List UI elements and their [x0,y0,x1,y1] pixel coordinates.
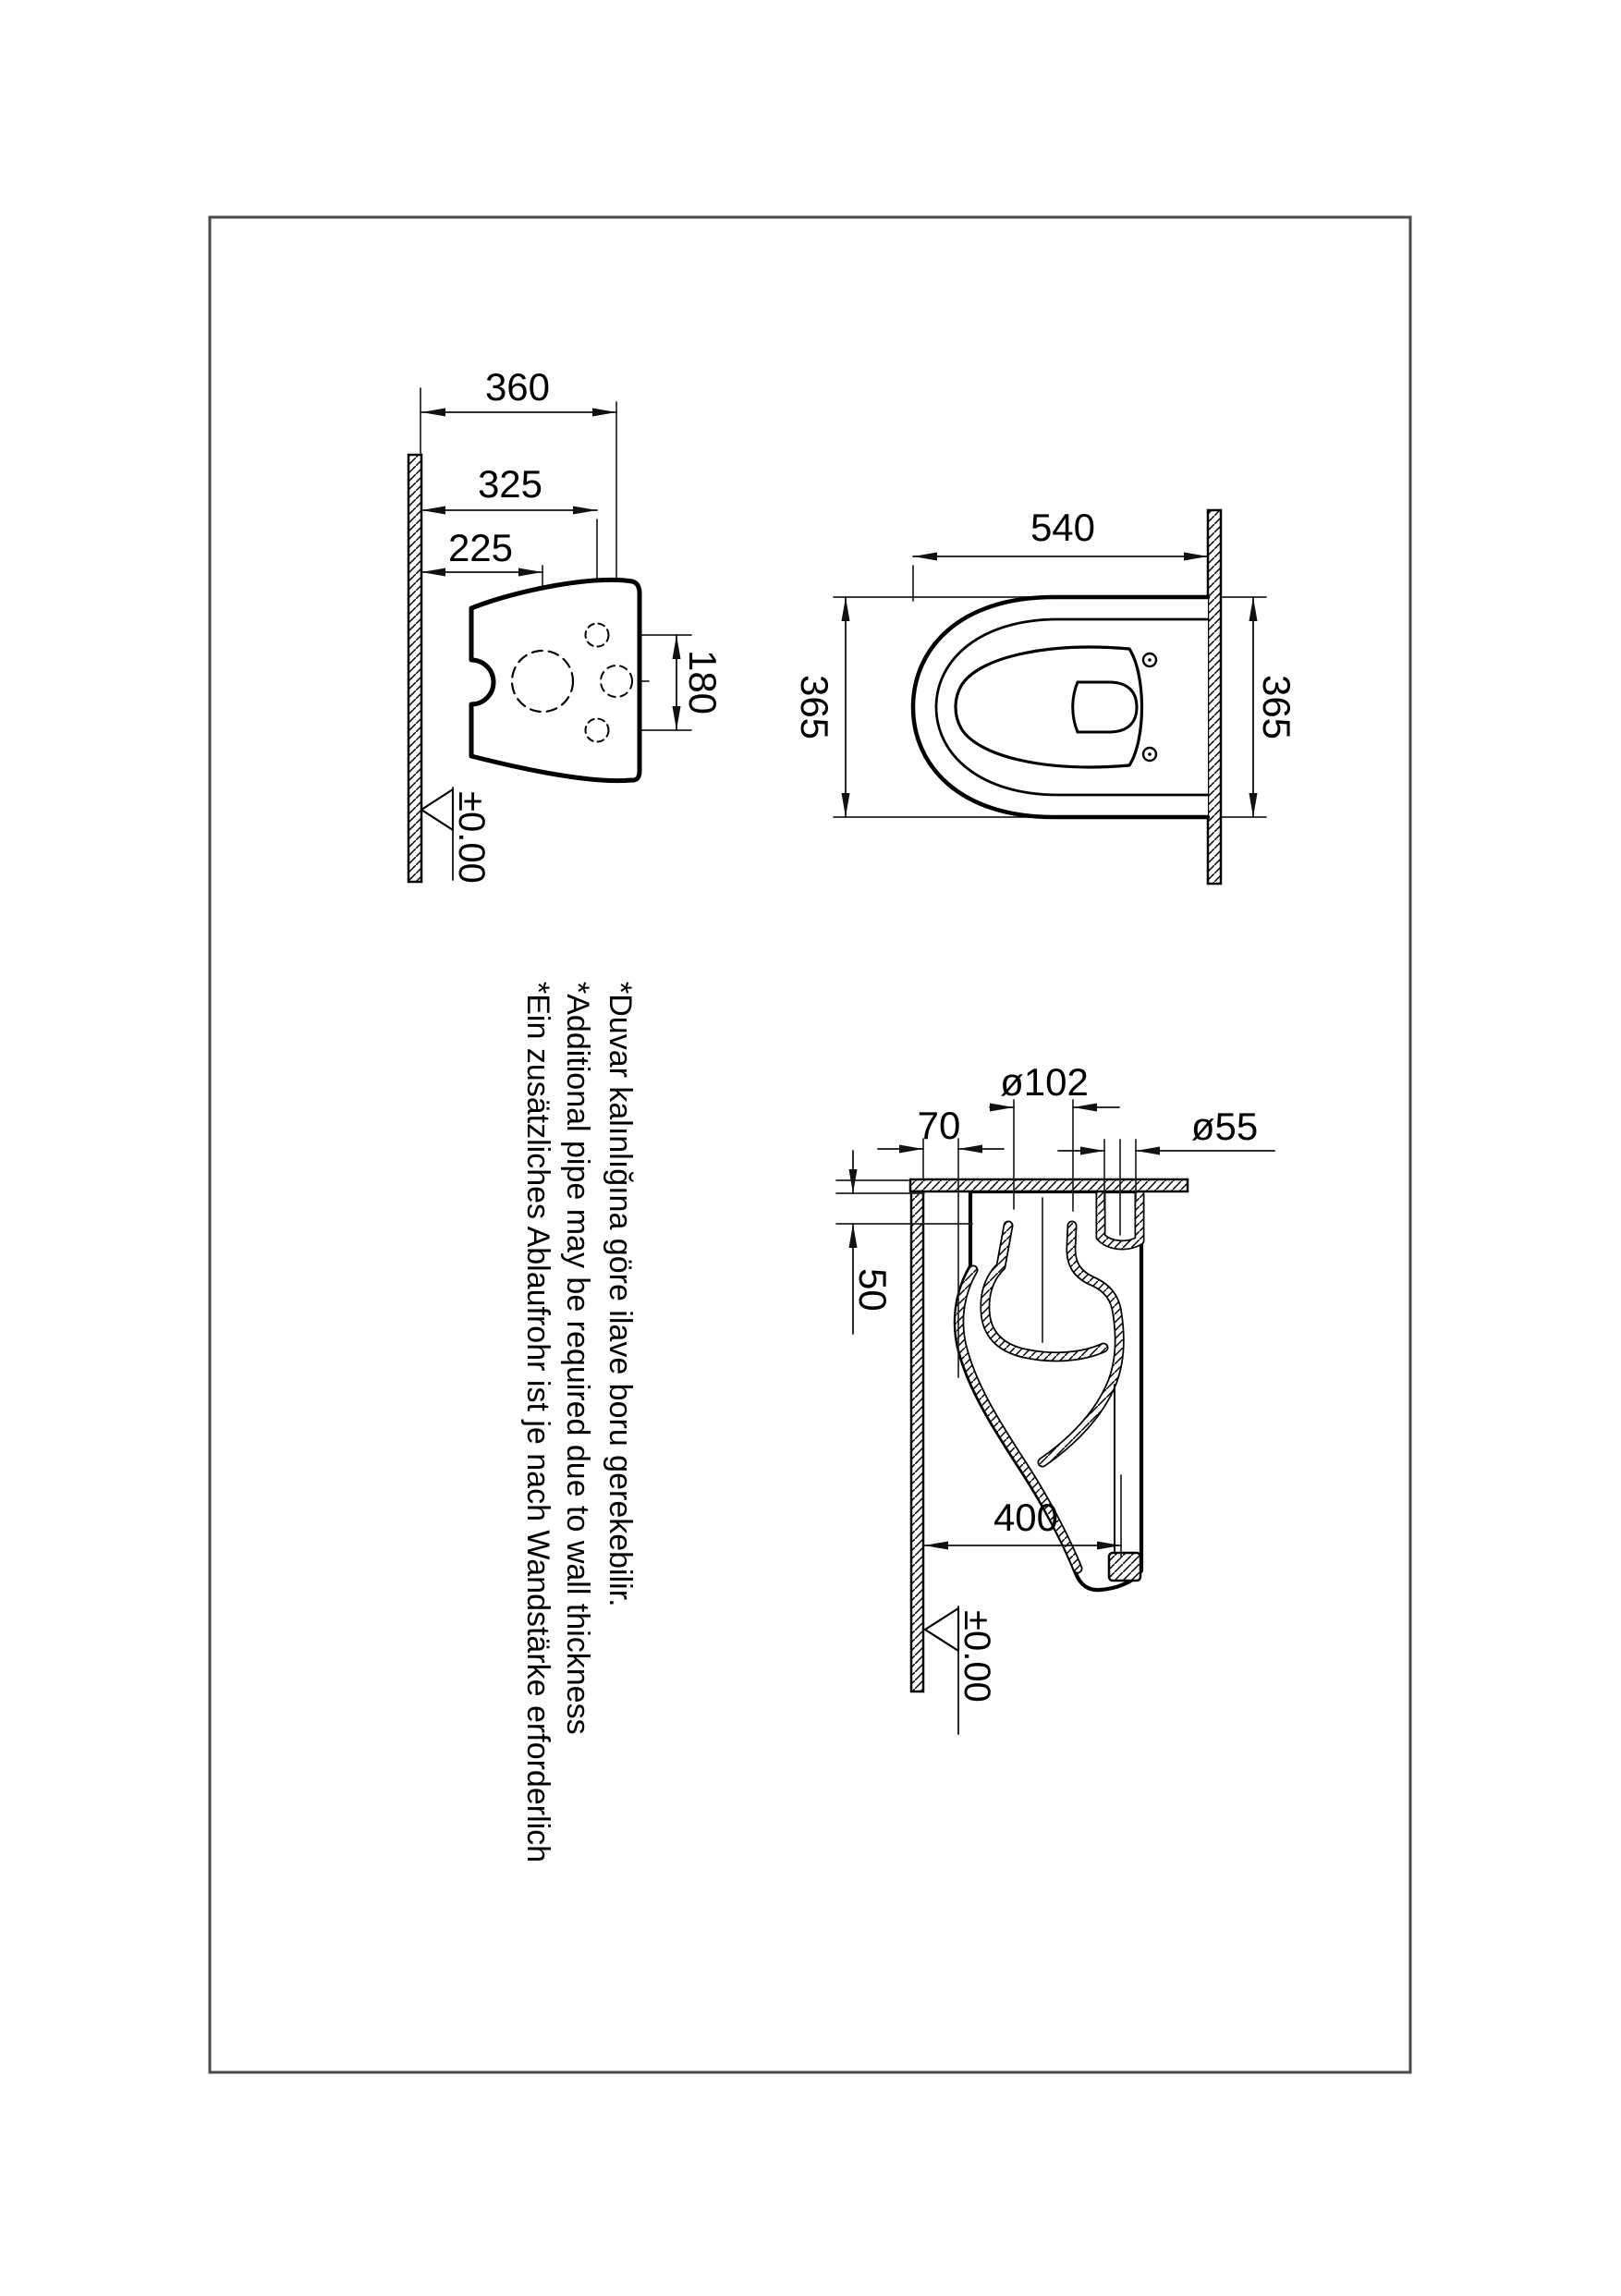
side-floor-section [911,1191,923,1691]
side-wall-section [910,1179,1188,1191]
dim-side-outlet-distance: 70 [917,1104,961,1147]
dim-rear-drain-offset: 225 [447,526,514,569]
front-rim-cut [1109,1553,1140,1581]
rear-level-mark [421,788,492,884]
dim-rear-overall-width: 360 [484,365,551,409]
side-level-mark [925,1606,997,1734]
rear-level-label: ±0.00 [451,791,492,884]
dim-side-rim-drop: 50 [851,1268,895,1312]
side-level-label: ±0.00 [957,1610,997,1703]
dim-side-inlet-diameter: ø55 [1190,1105,1259,1148]
rear-wall-section [408,455,421,882]
dim-rear-fixing-width: 325 [477,462,543,506]
plan-wall-section [1208,510,1221,884]
dim-side-height: 400 [993,1496,1059,1539]
footnote-german: *Ein zusätzliches Ablaufrohr ist je nach Wandstärke erforderlich [520,982,555,1863]
footnotes [520,982,638,1862]
dim-plan-depth: 540 [1030,506,1096,549]
dim-plan-width-left: 365 [793,674,836,740]
toilet-body-rear-outline [471,580,640,780]
flush-opening [1073,682,1137,732]
dim-rear-hole-spacing: 180 [681,649,725,715]
plan-view [793,506,1298,884]
side-view [836,1060,1274,1734]
dim-side-outlet-diameter: ø102 [1000,1060,1089,1104]
footnote-turkish: *Duvar kalınlığına göre ilave boru gerekebilir. [603,982,638,1607]
footnote-english: *Additional pipe may be required due to wall thickness [560,982,595,1735]
dim-plan-width-right: 365 [1255,674,1298,740]
rear-view [408,365,725,884]
